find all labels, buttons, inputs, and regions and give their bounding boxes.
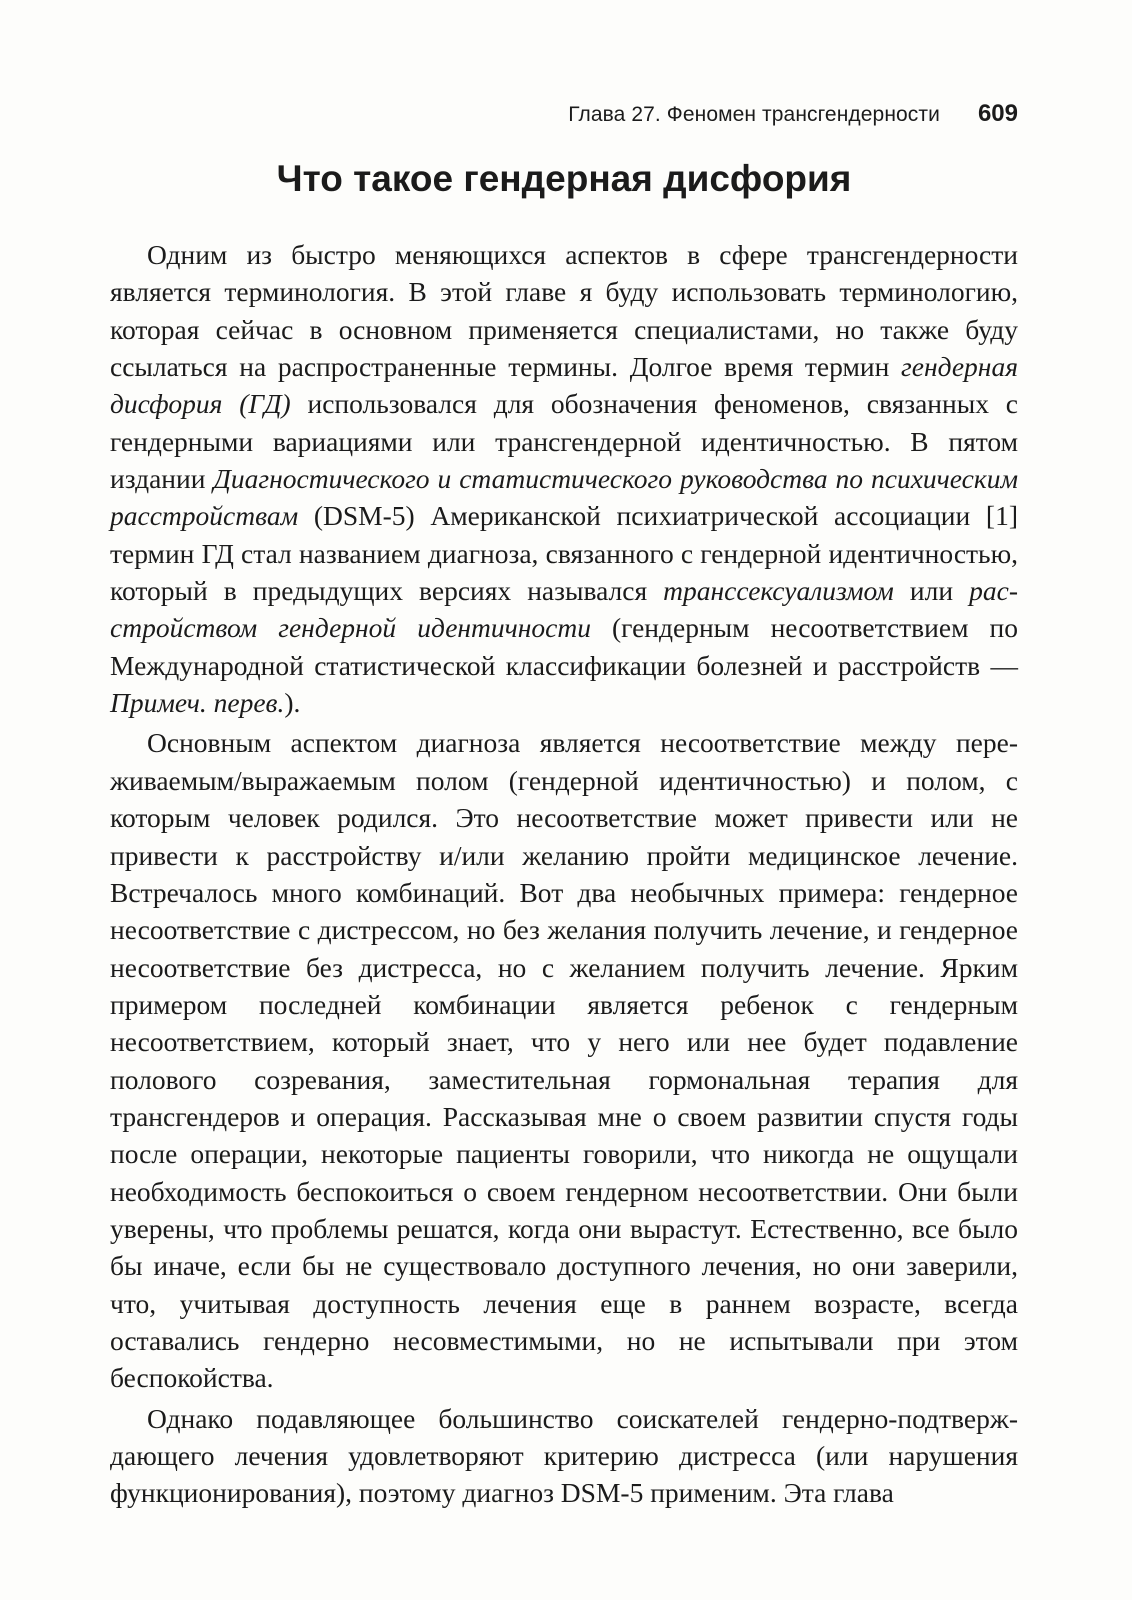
paragraph-2: Основным аспектом диагноза является несоответствие между переживаемым/выражаемым полом (гендерной идентичностью) и полом, с которым человек родился. Это несоответствие может привести или не привести к расстройству и/или желанию пройти медицинское лечение. Встречалось много комбинаций. Вот два необычных примера: гендерное несоответствие с дистрессом, но без желания получить лечение, и гендерное несоответствие без дистресса, но с желанием получить лечение. Ярким примером последней комбинации является ребенок с гендерным несоответствием, который знает, что у него или нее будет подавление полового созревания, заместительная гормональная терапия для трансгендеров и операция. Рассказывая мне о своем развитии спустя годы после операции, некоторые пациенты говорили, что никогда не ощущали необходимость беспокоиться о своем гендерном несоответствии. Они были уверены, что проблемы решатся, когда они вырастут. Естественно, все было бы иначе, если бы не существовало доступного лечения, но они заверили, что, учитывая доступность лечения еще в раннем возрасте, всегда оставались гендерно несовместимыми, но не испытывали при этом беспокойства. — [110, 727, 1018, 1394]
chapter-title: Глава 27. Феномен трансгендерности — [568, 103, 940, 126]
italic-book-title: Диагностического и статистического руководства по психическим расстройствам — [110, 463, 1019, 532]
text-run: ). — [284, 687, 301, 719]
text-run: (DSM-5) Американской психиатрической ассоциации [1] термин ГД стал названием диагноза, связанного с гендерной идентичностью, который в предыдущих версиях назывался — [110, 500, 1018, 607]
text-run: или — [893, 575, 970, 607]
section-title: Что такое гендерная дисфория — [276, 158, 852, 199]
running-header — [110, 100, 1018, 128]
paragraph-3: Однако подавляющее большинство соискателей гендерно-подтверждающего лечения удовлетворяют критерию дистресса (или нарушения функционирования), поэтому диагноз DSM-5 применим. Эта глава — [110, 1402, 1018, 1509]
paragraph-1 — [110, 236, 1018, 721]
text-run: использовался для обозначения феноменов, связанных с гендерными вариациями или трансгендерной идентичностью. В пятом издании — [110, 388, 1018, 495]
text-run: Одним из быстро меняющихся аспектов в сфере трансгендерности является терминология. В этой главе я буду использовать терминологию, которая сейчас в основном применяется специалистами, но также буду ссылаться на распространенные термины. Долгое время термин — [110, 239, 1018, 383]
text-run: (гендерным несоответствием по Международной статистической классификации болезней и расстройств — — [110, 612, 1018, 681]
italic-term: расстройством гендерной идентичности — [110, 575, 1018, 644]
italic-term: транссексуализмом — [663, 575, 894, 607]
page-number: 609 — [977, 100, 1018, 127]
body-text — [110, 236, 1018, 1512]
italic-term: гендерная дисфория (ГД) — [110, 351, 1018, 420]
translator-note: Примеч. перев. — [110, 687, 285, 719]
